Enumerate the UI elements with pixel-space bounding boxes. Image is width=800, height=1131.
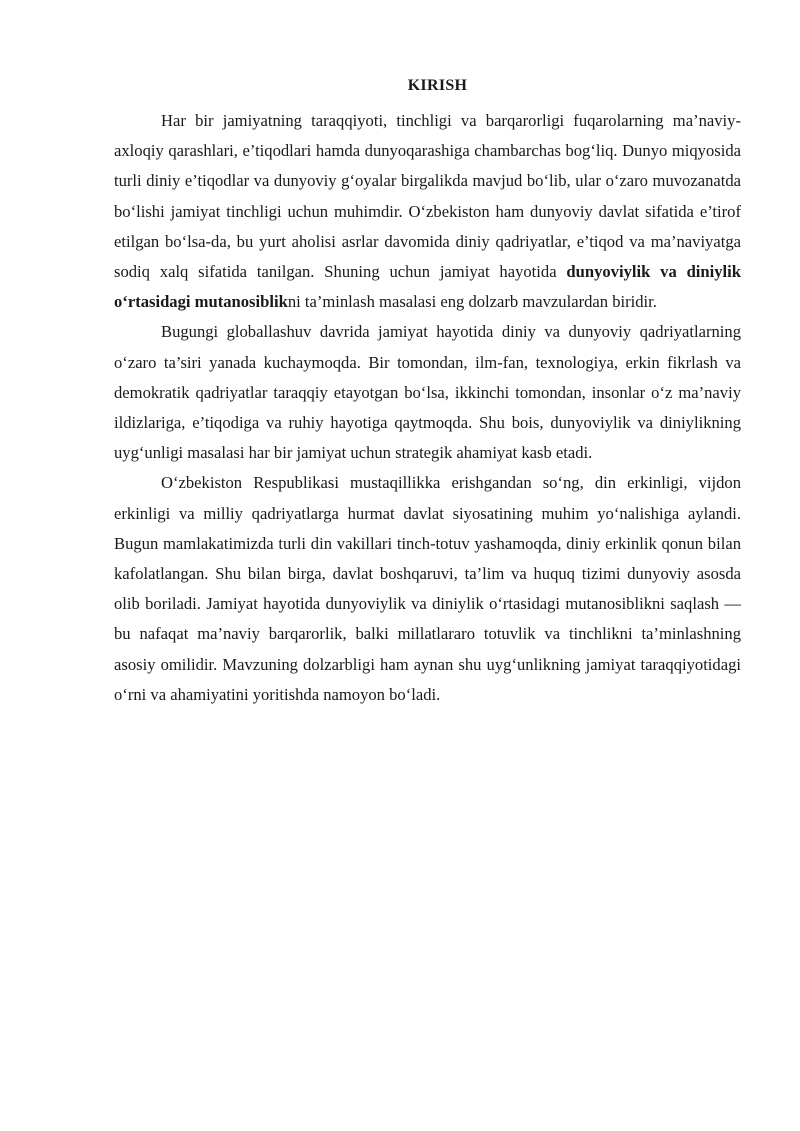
paragraph-1-text-start: Har bir jamiyatning taraqqiyoti, tinchligi va barqarorligi fuqarolarning ma’naviy-axloqiy qarashlari, e’tiqodlari hamda dunyoqarashiga chambarchas bog‘liq. Dunyo miqyosida turli diniy e’tiqodlar va dunyoviy g‘oyalar birgalikda mavjud bo‘lib, ular o‘zaro muvozanatda bo‘lishi jamiyat tinchligi uchun muhimdir. O‘zbekiston ham dunyoviy davlat sifatida e’tirof etilgan bo‘lsa-da, bu yurt aholisi asrlar davomida diniy qadriyatlar, e’tiqod va ma’naviyatga sodiq xalq sifatida tanilgan. Shuning uchun jamiyat hayotida bbox=[114, 111, 741, 282]
paragraph-1 bbox=[114, 106, 741, 317]
paragraph-2: Bugungi globallashuv davrida jamiyat hayotida diniy va dunyoviy qadriyatlarning o‘zaro ta’siri yanada kuchaymoqda. Bir tomondan, ilm-fan, texnologiya, erkin fikrlash va demokratik qadriyatlar taraqqiy etayotgan bo‘lsa, ikkinchi tomondan, insonlar o‘z ma’naviy ildizlariga, e’tiqodiga va ruhiy hayotiga qaytmoqda. Shu bois, dunyoviylik va diniylikning uyg‘unligi masalasi har bir jamiyat uchun strategik ahamiyat kasb etadi. bbox=[114, 322, 741, 463]
paragraph-3: O‘zbekiston Respublikasi mustaqillikka erishgandan so‘ng, din erkinligi, vijdon erkinligi va milliy qadriyatlarga hurmat davlat siyosatining muhim yo‘nalishiga aylandi. Bugun mamlakatimizda turli din vakillari tinch-totuv yashamoqda, diniy erkinlik qonun bilan kafolatlangan. Shu bilan birga, davlat boshqaruvi, ta’lim va huquq tizimi dunyoviy asosda olib boriladi. Jamiyat hayotida dunyoviylik va diniylik o‘rtasidagi mutanosiblikni saqlash — bu nafaqat ma’naviy barqarorlik, balki millatlararo totuvlik va tinchlikni ta’minlashning asosiy omilidir. Mavzuning dolzarbligi ham aynan shu uyg‘unlikning jamiyat taraqqiyotidagi o‘rni va ahamiyatini yoritishda namoyon bo‘ladi. bbox=[114, 473, 741, 704]
document-page bbox=[114, 74, 741, 710]
page-title: KIRISH bbox=[407, 77, 468, 94]
paragraph-1-text-end: ni ta’minlash masalasi eng dolzarb mavzulardan biridir. bbox=[287, 292, 657, 312]
paragraph-1-bold-term: dunyoviylik va diniylik o‘rtasidagi mutanosiblik bbox=[114, 262, 742, 312]
